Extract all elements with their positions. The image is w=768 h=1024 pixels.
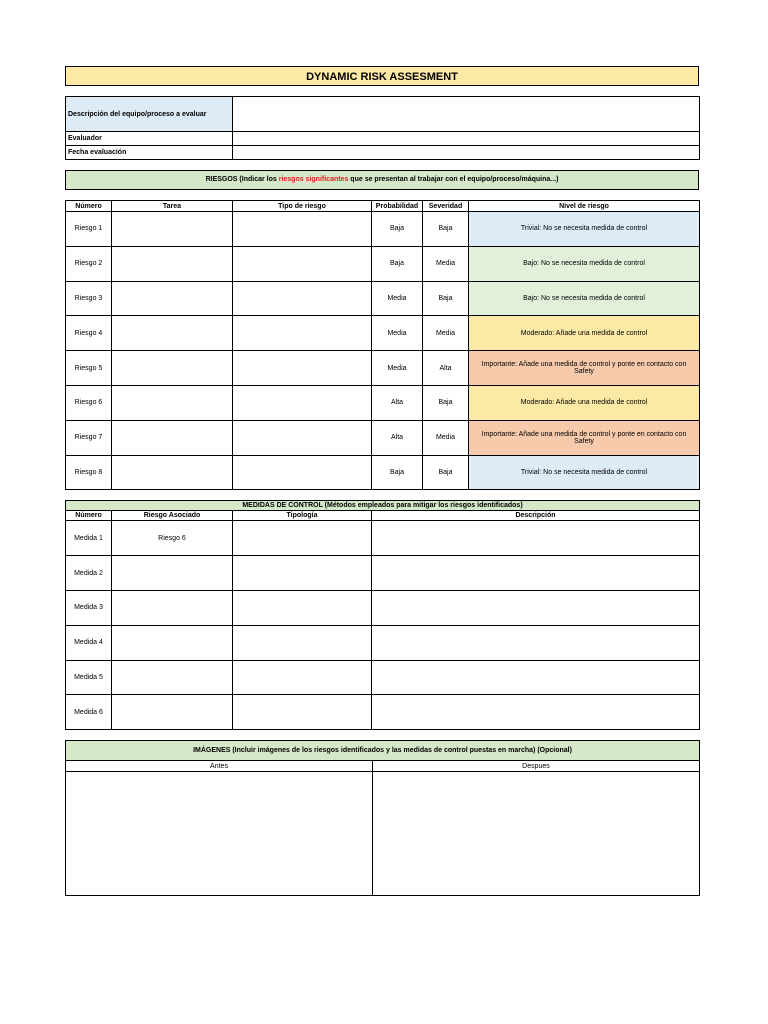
risk-probabilidad: Media — [372, 281, 423, 316]
risk-tarea-field[interactable] — [112, 420, 233, 455]
table-row — [66, 625, 700, 660]
measure-tipologia-field[interactable] — [233, 590, 372, 625]
table-row — [66, 521, 700, 556]
risk-numero: Riesgo 8 — [66, 455, 112, 490]
measure-numero: Medida 1 — [66, 521, 112, 556]
risk-probabilidad: Baja — [372, 212, 423, 247]
despues-label: Despues — [373, 761, 700, 772]
risk-tipo-field[interactable] — [233, 455, 372, 490]
risk-nivel: Moderado: Añade una medida de control — [469, 316, 700, 351]
info-table — [65, 96, 700, 160]
measure-tipologia-field[interactable] — [233, 695, 372, 730]
risk-tipo-field[interactable] — [233, 212, 372, 247]
risk-probabilidad: Alta — [372, 385, 423, 420]
measure-header-riesgo: Riesgo Asociado — [112, 511, 233, 521]
risk-numero: Riesgo 2 — [66, 246, 112, 281]
form-title: DYNAMIC RISK ASSESMENT — [65, 66, 699, 86]
risk-tipo-field[interactable] — [233, 246, 372, 281]
risk-severidad: Baja — [423, 212, 469, 247]
measure-header-tipologia: Tipología — [233, 511, 372, 521]
measure-tipologia-field[interactable] — [233, 660, 372, 695]
measure-descripcion-field[interactable] — [372, 695, 700, 730]
despues-image-area[interactable] — [373, 772, 700, 896]
fecha-field[interactable] — [233, 146, 700, 160]
measure-descripcion-field[interactable] — [372, 521, 700, 556]
measure-riesgo[interactable]: Riesgo 6 — [112, 521, 233, 556]
risk-numero: Riesgo 7 — [66, 420, 112, 455]
measure-riesgo[interactable] — [112, 556, 233, 591]
table-row — [66, 660, 700, 695]
risk-tarea-field[interactable] — [112, 351, 233, 386]
risk-header-nivel: Nivel de riesgo — [469, 201, 700, 212]
table-row — [66, 246, 700, 281]
measure-numero: Medida 3 — [66, 590, 112, 625]
evaluador-label: Evaluador — [66, 132, 233, 146]
riesgos-section-prefix: RIESGOS (Indicar los — [205, 176, 279, 183]
risk-severidad: Media — [423, 316, 469, 351]
table-row — [66, 420, 700, 455]
risk-numero: Riesgo 1 — [66, 212, 112, 247]
risk-severidad: Baja — [423, 385, 469, 420]
imagenes-section-header: IMÁGENES (Incluir imágenes de los riesgos identificados y las medidas de control puestas en marcha) (Opcional) — [66, 741, 700, 761]
table-row — [66, 455, 700, 490]
risk-probabilidad: Baja — [372, 455, 423, 490]
risk-tarea-field[interactable] — [112, 212, 233, 247]
risk-probabilidad: Baja — [372, 246, 423, 281]
table-row — [66, 556, 700, 591]
risk-tipo-field[interactable] — [233, 385, 372, 420]
risk-nivel: Importante: Añade una medida de control y ponte en contacto con Safety — [469, 351, 700, 386]
table-row — [66, 351, 700, 386]
risk-header-tipo: Tipo de riesgo — [233, 201, 372, 212]
risk-nivel: Bajo: No se necesita medida de control — [469, 281, 700, 316]
risk-tarea-field[interactable] — [112, 385, 233, 420]
risk-tipo-field[interactable] — [233, 351, 372, 386]
table-row — [66, 695, 700, 730]
antes-image-area[interactable] — [66, 772, 373, 896]
risk-nivel: Trivial: No se necesita medida de control — [469, 455, 700, 490]
measure-tipologia-field[interactable] — [233, 625, 372, 660]
risk-tipo-field[interactable] — [233, 420, 372, 455]
riesgos-section-header — [65, 170, 699, 190]
measures-table — [65, 500, 700, 730]
measure-numero: Medida 4 — [66, 625, 112, 660]
risk-tarea-field[interactable] — [112, 281, 233, 316]
antes-label: Antes — [66, 761, 373, 772]
risk-nivel: Bajo: No se necesita medida de control — [469, 246, 700, 281]
risk-numero: Riesgo 4 — [66, 316, 112, 351]
measure-descripcion-field[interactable] — [372, 660, 700, 695]
measure-header-descripcion: Descripción — [372, 511, 700, 521]
measure-descripcion-field[interactable] — [372, 625, 700, 660]
table-row — [66, 590, 700, 625]
measure-header-row — [66, 511, 700, 521]
measure-descripcion-field[interactable] — [372, 556, 700, 591]
risk-severidad: Alta — [423, 351, 469, 386]
risk-tarea-field[interactable] — [112, 455, 233, 490]
risk-severidad: Media — [423, 420, 469, 455]
risk-numero: Riesgo 5 — [66, 351, 112, 386]
risk-severidad: Baja — [423, 455, 469, 490]
measure-riesgo[interactable] — [112, 695, 233, 730]
table-row — [66, 316, 700, 351]
riesgos-section-suffix: que se presentan al trabajar con el equipo/proceso/máquina...) — [348, 176, 559, 183]
riesgos-section-highlight: riesgos significantes — [278, 176, 349, 183]
risk-probabilidad: Media — [372, 351, 423, 386]
measure-riesgo[interactable] — [112, 625, 233, 660]
measure-numero: Medida 5 — [66, 660, 112, 695]
medidas-section-header: MEDIDAS DE CONTROL (Métodos empleados para mitigar los riesgos identificados) — [66, 501, 700, 511]
risk-numero: Riesgo 6 — [66, 385, 112, 420]
risk-header-probabilidad: Probabilidad — [372, 201, 423, 212]
risk-tarea-field[interactable] — [112, 246, 233, 281]
risk-nivel: Moderado: Añade una medida de control — [469, 385, 700, 420]
measure-riesgo[interactable] — [112, 590, 233, 625]
measure-descripcion-field[interactable] — [372, 590, 700, 625]
evaluador-field[interactable] — [233, 132, 700, 146]
risk-header-severidad: Severidad — [423, 201, 469, 212]
fecha-label: Fecha evaluación — [66, 146, 233, 160]
risk-nivel: Trivial: No se necesita medida de control — [469, 212, 700, 247]
measure-riesgo[interactable] — [112, 660, 233, 695]
risk-table — [65, 200, 700, 490]
measure-numero: Medida 2 — [66, 556, 112, 591]
risk-header-row — [66, 201, 700, 212]
table-row — [66, 385, 700, 420]
risk-probabilidad: Alta — [372, 420, 423, 455]
measure-tipologia-field[interactable] — [233, 556, 372, 591]
descripcion-label: Descripción del equipo/proceso a evaluar — [66, 97, 233, 132]
risk-tarea-field[interactable] — [112, 316, 233, 351]
measure-header-numero: Número — [66, 511, 112, 521]
measure-numero: Medida 6 — [66, 695, 112, 730]
risk-assessment-form — [65, 66, 699, 896]
table-row — [66, 212, 700, 247]
table-row — [66, 281, 700, 316]
measure-tipologia-field[interactable] — [233, 521, 372, 556]
risk-numero: Riesgo 3 — [66, 281, 112, 316]
risk-tipo-field[interactable] — [233, 316, 372, 351]
images-table — [65, 740, 700, 896]
risk-header-tarea: Tarea — [112, 201, 233, 212]
risk-probabilidad: Media — [372, 316, 423, 351]
risk-nivel: Importante: Añade una medida de control y ponte en contacto con Safety — [469, 420, 700, 455]
risk-header-numero: Número — [66, 201, 112, 212]
descripcion-field[interactable] — [233, 97, 700, 132]
risk-tipo-field[interactable] — [233, 281, 372, 316]
risk-severidad: Baja — [423, 281, 469, 316]
risk-severidad: Media — [423, 246, 469, 281]
